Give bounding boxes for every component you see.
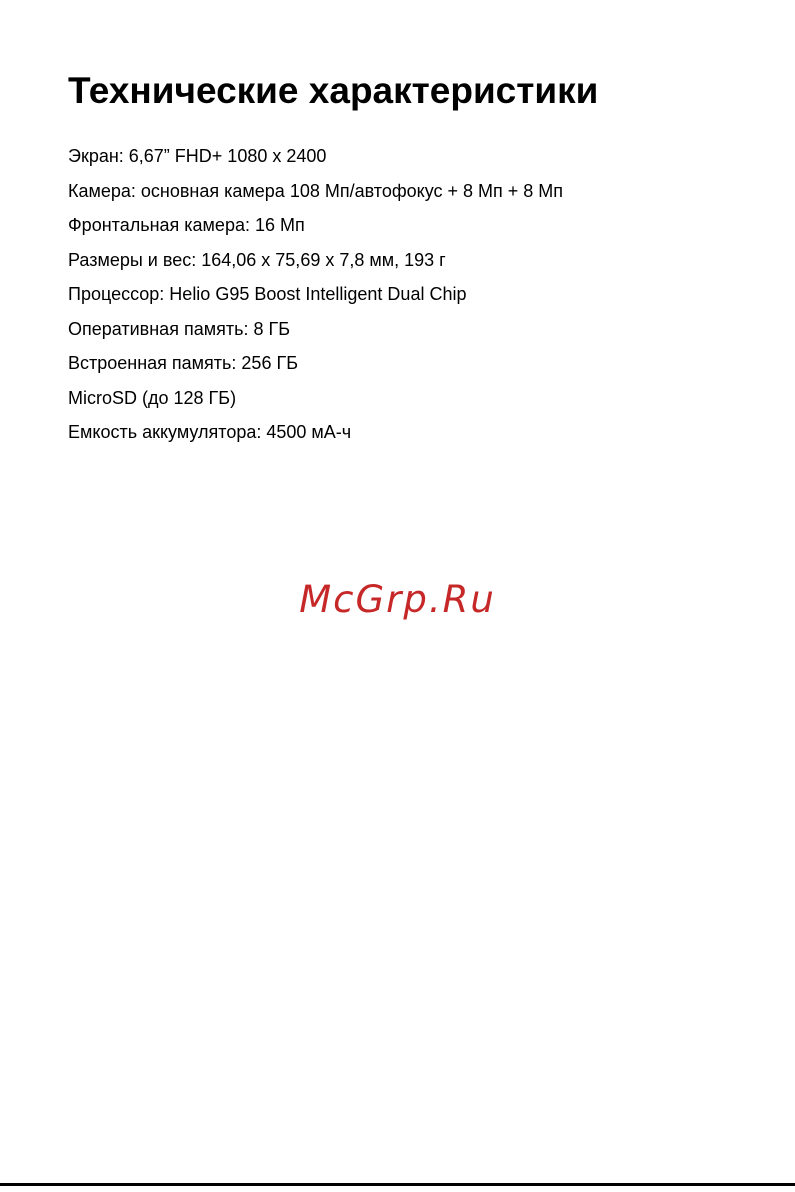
spec-camera: Камера: основная камера 108 Мп/автофокус + 8 Мп + 8 Мп	[68, 180, 564, 201]
spec-storage: Встроенная память: 256 ГБ	[68, 353, 299, 373]
spec-front-camera: Фронтальная камера: 16 Мп	[68, 215, 305, 235]
spec-processor: Процессор: Helio G95 Boost Intelligent Dual Chip	[68, 284, 467, 304]
watermark-logo: McGrp.Ru	[299, 578, 496, 621]
spec-dimensions-weight: Размеры и вес: 164,06 x 75,69 x 7,8 мм, 193 г	[68, 249, 446, 270]
spec-display: Экран: 6,67” FHD+ 1080 x 2400	[68, 146, 327, 166]
page-title: Технические характеристики	[68, 70, 599, 111]
spec-microsd: MicroSD (до 128 ГБ)	[68, 387, 237, 408]
spec-battery: Емкость аккумулятора: 4500 мА-ч	[68, 422, 352, 442]
spec-ram: Оперативная память: 8 ГБ	[68, 318, 291, 339]
spec-list	[68, 139, 563, 450]
bottom-divider	[0, 1183, 795, 1186]
